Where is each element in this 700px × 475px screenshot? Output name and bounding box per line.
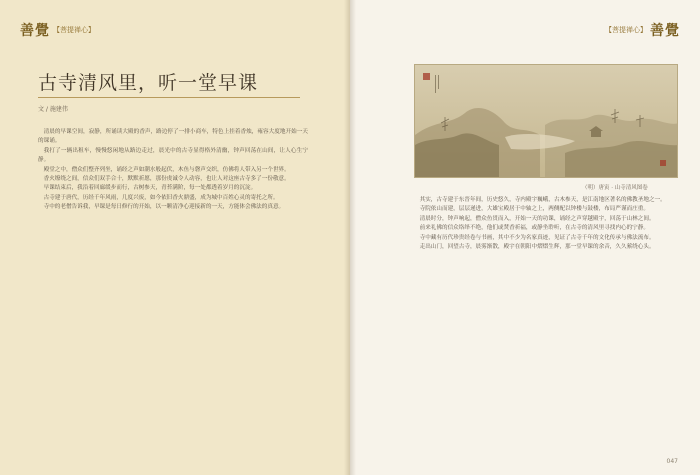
brand-logo: 善覺	[650, 23, 680, 39]
brand-header	[605, 20, 680, 40]
page-gutter	[344, 0, 356, 475]
section-tag: 【菩提禅心】	[605, 26, 647, 34]
paragraph: 其实，古寺建于东晋年间，历史悠久，寺内殿宇巍峨，古木参天，是江南地区著名的佛教圣地之一。	[419, 197, 666, 203]
landscape-painting	[414, 64, 678, 178]
paragraph: 走出山门，回望古寺，晨雾渐散，殿宇在朝阳中熠熠生辉，那一堂早课的余音，久久萦绕心头。	[419, 244, 655, 251]
paragraph: 香火缭绕之间，信众们双手合十，默默祈愿，那份虔诚令人动容，也让人对这座古寺多了一份敬意。	[43, 176, 290, 183]
right-body-text	[414, 196, 678, 252]
paragraph: 寺中的老僧告诉我，早课是每日修行的开始，以一颗清净心迎接新的一天，方能体会佛法的真意。	[43, 204, 285, 211]
brand-header	[20, 20, 95, 40]
painting-caption: （明）唐寅 · 山寺清风图卷	[582, 185, 648, 191]
paragraph: 前来礼佛的信众络绎不绝，他们或焚香祈福，或静坐聆听，在古寺的清风里寻找内心的宁静。	[419, 225, 649, 232]
author-byline: 文 / 施建伟	[38, 106, 68, 113]
right-page	[350, 0, 700, 475]
paragraph: 寺中藏有历代珍贵经卷与书画，其中不少为名家真迹，见证了古寺千年的文化传承与佛法流布。	[419, 234, 655, 241]
title-divider	[38, 97, 300, 98]
article-title: 古寺清风里，听一堂早课	[38, 72, 259, 94]
page-number: 047	[666, 458, 678, 465]
paragraph: 寺院依山而建，层层递进，大雄宝殿居于中轴之上，两侧配以钟楼与鼓楼，布局严谨而庄重。	[419, 206, 649, 213]
paragraph: 古寺建于唐代，历经千年风雨，几度兴废，如今依旧香火鼎盛，成为城中百姓心灵的寄托之所。	[43, 194, 279, 201]
painting-image	[415, 65, 678, 178]
paragraph: 清晨时分，钟声响起，僧众鱼贯而入，开始一天的功课，诵经之声穿越殿宇，回荡于山林之间。	[419, 215, 655, 222]
left-body-text	[38, 128, 308, 213]
paragraph: 清晨的早课空间，寂静，所诵读大殿的香声，路边停了一排小商车，特色上挂着香烛，雍容大度地开始一天的课诵。	[38, 129, 308, 145]
brand-logo: 善覺	[20, 23, 50, 39]
paragraph: 殿堂之中，僧众们整齐列坐，诵经之声如潮水般起伏，木鱼与磬声交织，仿佛将人带入另一个世界。	[43, 166, 290, 173]
paragraph: 早课结束后，我沿着回廊缓步而行，古树参天，青苔满阶，每一处都透着岁月的沉淀。	[43, 185, 257, 192]
section-tag: 【菩提禅心】	[53, 26, 95, 34]
paragraph: 我打了一辆出租车，慢慢悠闲地从路边走过，晨光中的古寺显得格外清幽，钟声回荡在山间，让人心生宁静。	[38, 147, 308, 164]
